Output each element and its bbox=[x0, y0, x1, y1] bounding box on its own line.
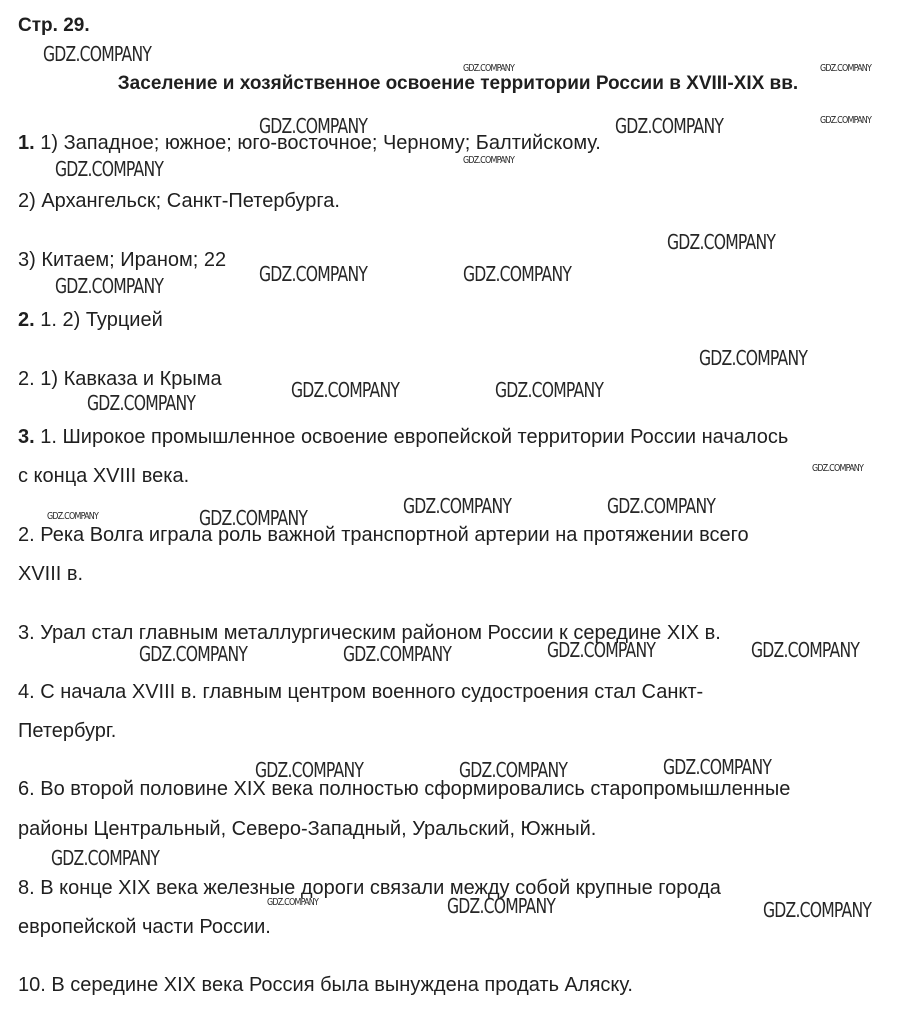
answer-line bbox=[18, 912, 271, 942]
answer-text: 10. В середине XIX века Россия была вынуждена продать Аляску. bbox=[18, 974, 633, 996]
watermark: GDZ.COMPANY bbox=[343, 642, 452, 666]
answer-line bbox=[18, 559, 83, 589]
watermark: GDZ.COMPANY bbox=[55, 157, 164, 181]
watermark: GDZ.COMPANY bbox=[447, 894, 556, 918]
task-number: 3. bbox=[18, 426, 35, 448]
answer-text: 1) Западное; южное; юго-восточное; Черному; Балтийскому. bbox=[34, 132, 601, 154]
answer-line bbox=[18, 245, 226, 275]
watermark: GDZ.COMPANY bbox=[615, 114, 724, 138]
page-label: Стр. 29. bbox=[18, 15, 90, 36]
answer-line bbox=[18, 364, 222, 394]
watermark: GDZ.COMPANY bbox=[663, 755, 772, 779]
watermark: GDZ.COMPANY bbox=[259, 262, 368, 286]
watermark: GDZ.COMPANY bbox=[820, 63, 872, 74]
watermark: GDZ.COMPANY bbox=[259, 114, 368, 138]
answer-line bbox=[18, 461, 189, 491]
answer-text: 4. С начала XVIII в. главным центром военного судостроения стал Санкт- bbox=[18, 681, 704, 703]
answer-line bbox=[18, 814, 596, 844]
answer-line bbox=[18, 422, 788, 452]
watermark: GDZ.COMPANY bbox=[87, 391, 196, 415]
watermark: GDZ.COMPANY bbox=[547, 638, 656, 662]
watermark: GDZ.COMPANY bbox=[403, 494, 512, 518]
watermark: GDZ.COMPANY bbox=[607, 494, 716, 518]
watermark: GDZ.COMPANY bbox=[255, 758, 364, 782]
watermark: GDZ.COMPANY bbox=[139, 642, 248, 666]
answer-line bbox=[18, 970, 633, 1000]
answer-text: европейской части России. bbox=[18, 916, 271, 938]
watermark: GDZ.COMPANY bbox=[459, 758, 568, 782]
answer-text: 1. 2) Турцией bbox=[34, 309, 163, 331]
answer-text: с конца XVIII века. bbox=[18, 465, 190, 487]
answer-text: 1. Широкое промышленное освоение европейской территории России началось bbox=[34, 426, 789, 448]
watermark: GDZ.COMPANY bbox=[812, 463, 864, 474]
watermark: GDZ.COMPANY bbox=[267, 897, 319, 908]
answer-text: XVIII в. bbox=[18, 563, 84, 585]
document-title: Заселение и хозяйственное освоение территории России в XVIII-XIX вв. bbox=[117, 73, 799, 94]
answer-text: 6. Во второй половине XIX века полностью сформировались старопромышленные bbox=[18, 778, 791, 800]
watermark: GDZ.COMPANY bbox=[55, 274, 164, 298]
watermark: GDZ.COMPANY bbox=[667, 230, 776, 254]
watermark: GDZ.COMPANY bbox=[495, 378, 604, 402]
watermark: GDZ.COMPANY bbox=[43, 42, 152, 66]
watermark: GDZ.COMPANY bbox=[699, 346, 808, 370]
watermark: GDZ.COMPANY bbox=[463, 63, 515, 74]
task-number: 1. bbox=[18, 132, 35, 154]
answer-line bbox=[18, 520, 749, 550]
answer-text: 3. Урал стал главным металлургическим районом России к середине XIX в. bbox=[18, 622, 721, 644]
watermark: GDZ.COMPANY bbox=[820, 115, 872, 126]
answer-text: 3) Китаем; Ираном; 22 bbox=[18, 249, 227, 271]
answer-text: 2. Река Волга играла роль важной транспортной артерии на протяжении всего bbox=[18, 524, 749, 546]
answer-line bbox=[18, 716, 116, 746]
answer-text: 2. 1) Кавказа и Крыма bbox=[18, 368, 222, 390]
watermark: GDZ.COMPANY bbox=[51, 846, 160, 870]
answer-text: Петербург. bbox=[18, 720, 117, 742]
watermark: GDZ.COMPANY bbox=[199, 506, 308, 530]
answer-line bbox=[18, 186, 340, 216]
answer-text: районы Центральный, Северо-Западный, Уральский, Южный. bbox=[18, 818, 597, 840]
watermark: GDZ.COMPANY bbox=[763, 898, 872, 922]
answer-line bbox=[18, 677, 703, 707]
watermark: GDZ.COMPANY bbox=[751, 638, 860, 662]
answer-line bbox=[18, 305, 163, 335]
watermark: GDZ.COMPANY bbox=[463, 262, 572, 286]
answer-line bbox=[18, 873, 721, 903]
task-number: 2. bbox=[18, 309, 35, 331]
watermark: GDZ.COMPANY bbox=[291, 378, 400, 402]
answer-text: 8. В конце XIX века железные дороги связали между собой крупные города bbox=[18, 877, 721, 899]
watermark: GDZ.COMPANY bbox=[463, 155, 515, 166]
answer-text: 2) Архангельск; Санкт-Петербурга. bbox=[18, 190, 340, 212]
watermark: GDZ.COMPANY bbox=[47, 511, 99, 522]
